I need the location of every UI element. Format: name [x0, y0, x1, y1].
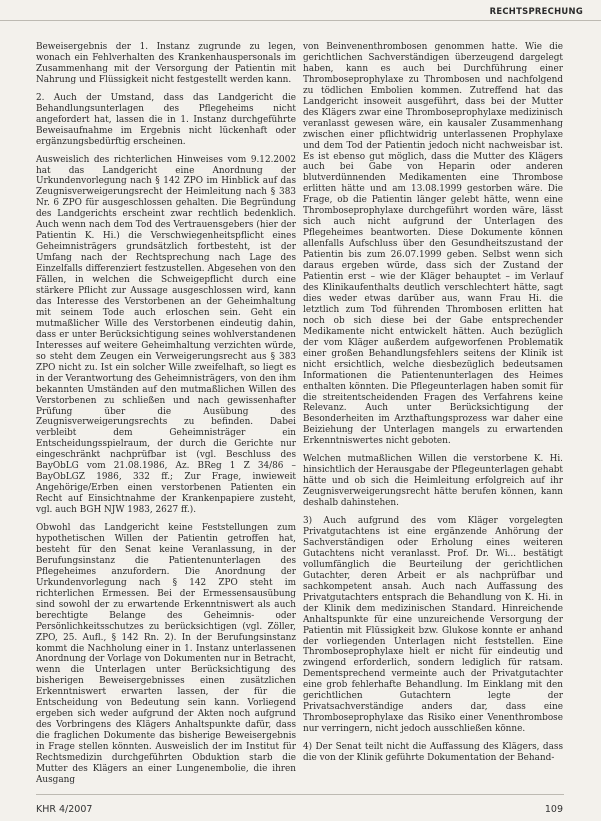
journal-reference: KHR 4/2007: [36, 804, 93, 815]
paragraph: 3) Auch aufgrund des vom Kläger vorgelegten Privatgutachtens ist eine ergänzende Anhörung der Sachverständigen oder Erholung eines weiteren Gutachtens nicht veranlasst. Prof. Dr. Wi... bestätigt vollumfänglich die Beurteilung der gerichtlichen Gutachter, deren Arbeit er als nachprüfbar und sachkompetent ansah. Auch nach Auffassung des Privatgutachters entsprach die Behandlung von K. Hi. in der Klinik dem medizinischen Standard. Hinreichende Anhaltspunkte für eine unzureichende Versorgung der Patientin mit Flüssigkeit bzw. Glukose konnte er anhand der vorliegenden Unterlagen nicht feststellen. Eine Thromboseprophylaxe hielt er nicht für eindeutig und zwingend erforderlich, sondern lediglich für ratsam. Dementsprechend vermeinte auch der Privatgutachter eine grob fehlerhafte Behandlung. Im Einklang mit den gerichtlichen Gutachtern legte der Privatsachverständige anders dar, dass eine Thromboseprophylaxe das Risiko einer Venenthrombose nur verringern, nicht jedoch ausschließen könne.: [303, 516, 563, 735]
paragraph: 4) Der Senat teilt nicht die Auffassung des Klägers, dass die von der Klinik geführte Dokumentation der Behand-: [303, 742, 563, 764]
page-number: 109: [544, 804, 563, 815]
section-title: RECHTSPRECHUNG: [489, 6, 583, 16]
header-divider: [0, 20, 601, 21]
footer-divider: [36, 794, 564, 795]
paragraph: Ausweislich des richterlichen Hinweises vom 9.12.2002 hat das Landgericht eine Anordnung der Urkundenvorlegung nach § 142 ZPO im Hinblick auf das Zeugnisverweigerungsrecht der Heimleitung nach § 383 Nr. 6 ZPO für ausgeschlossen gehalten. Die Begründung des Landgerichts erscheint zwar rechtlich bedenklich. Auch wenn nach dem Tod des Vertrauensgebers (hier der Patientin K. Hi.) die Verschwiegenheitspflicht eines Geheimnisträgers grundsätzlich fortbesteht, ist der Umfang nach der Rechtsprechung nach Lage des Einzelfalls differenziert festzustellen. Abgesehen von den Fällen, in welchen die Schweigepflicht durch eine stärkere Pflicht zur Aussage ausgeschlossen wird, kann das Interesse des Verstorbenen an der Geheimhaltung mit seinem Tode auch erloschen sein. Geht ein mutmaßlicher Wille des Verstorbenen eindeutig dahin, dass er unter Berücksichtigung seines wohlverstandenen Interesses auf weitere Geheimhaltung verzichten würde, so steht dem Zeugen ein Verweigerungsrecht aus § 383 ZPO nicht zu. Ist ein solcher Wille zweifelhaft, so liegt es in der Verantwortung des Geheimnisträgers, von den ihm bekannten Umständen auf den mutmaßlichen Willen des Verstorbenen zu schließen und nach gewissenhafter Prüfung über die Ausübung des Zeugnisverweigerungsrechts zu befinden. Dabei verbleibt dem Geheimnisträger ein Entscheidungsspielraum, der durch die Gerichte nur eingeschränkt nachprüfbar ist (vgl. Beschluss des BayObLG vom 21.08.1986, Az. BReg 1 Z 34/86 – BayObLGZ 1986, 332 ff.; Zur Frage, inwieweit Angehörige/Erben einen verstorbenen Patienten ein Recht auf Einsichtnahme der Krankenpapiere zusteht, vgl. auch BGH NJW 1983, 2627 ff.).: [36, 154, 296, 516]
paragraph: 2. Auch der Umstand, dass das Landgericht die Behandlungsunterlagen des Pflegeheims nicht angefordert hat, lassen die in 1. Instanz durchgeführte Beweisaufnahme im Ergebnis nicht lückenhaft oder ergänzungsbedürftig erscheinen.: [36, 92, 296, 147]
paragraph: Obwohl das Landgericht keine Feststellungen zum hypothetischen Willen der Patientin getroffen hat, besteht für den Senat keine Veranlassung, in der Berufungsinstanz die Patientenunterlagen des Pflegeheimes anzufordern. Die Anordnung der Urkundenvorlegung nach § 142 ZPO steht im richterlichen Ermessen. Bei der Ermessensausübung sind sowohl der zu erwartende Erkenntniswert als auch berechtigte Belange des Geheimnis- oder Persönlichkeitsschutzes zu berücksichtigen (vgl. Zöller, ZPO, 25. Aufl., § 142 Rn. 2). In der Berufungsinstanz kommt die Nachholung einer in 1. Instanz unterlassenen Anordnung der Vorlage von Dokumenten nur in Betracht, wenn die Unterlagen unter Berücksichtigung des bisherigen Beweisergebnisses einen zusätzlichen Erkenntniswert erwarten lassen, der für die Entscheidung von Bedeutung sein kann. Vorliegend ergeben sich weder aufgrund der Akten noch aufgrund des Vorbringens des Klägers Anhaltspunkte dafür, dass die fraglichen Dokumente das bisherige Beweisergebnis in Frage stellen könnten. Ausweislich der im Institut für Rechtsmedizin durchgeführten Obduktion starb die Mutter des Klägers an einer Lungenembolie, die ihren Ausgang: [36, 523, 296, 785]
left-column: [36, 42, 296, 793]
right-column: [303, 42, 563, 771]
paragraph: Welchen mutmaßlichen Willen die verstorbene K. Hi. hinsichtlich der Herausgabe der Pflegeunterlagen gehabt hätte und ob sich die Heimleitung erfolgreich auf ihr Zeugnisverweigerungsrecht hätte berufen können, kann deshalb dahinstehen.: [303, 454, 563, 509]
paragraph: von Beinvenenthrombosen genommen hatte. Wie die gerichtlichen Sachverständigen überzeugend dargelegt haben, kann es auch bei Durchführung einer Thromboseprophylaxe zu Thrombosen und nachfolgend zu tödlichen Embolien kommen. Zutreffend hat das Landgericht insoweit ausgeführt, dass bei der Mutter des Klägers zwar eine Thromboseprophylaxe medizinisch veranlasst gewesen wäre, ein kausaler Zusammenhang zwischen einer pflichtwidrig unterlassenen Prophylaxe und dem Tod der Patientin jedoch nicht nachweisbar ist. Es ist ebenso gut möglich, dass die Mutter des Klägers auch bei Gabe von Heparin oder anderen blutverdünnenden Medikamenten eine Thrombose erlitten hätte und am 13.08.1999 gestorben wäre. Die Frage, ob die Patientin länger gelebt hätte, wenn eine Thromboseprophylaxe durchgeführt worden wäre, lässt sich auch nicht aufgrund der Unterlagen des Pflegeheimes beantworten. Diese Dokumente können allenfalls Aufschluss über den Gesundheitszustand der Patientin bis zum 26.07.1999 geben. Selbst wenn sich daraus ergeben würde, dass sich der Zustand der Patientin erst – wie der Kläger behauptet – im Verlauf des Klinikaufenthalts deutlich verschlechtert hätte, sagt dies weder etwas darüber aus, wann Frau Hi. die letztlich zum Tod führenden Thrombosen erlitten hat noch ob sich diese bei der Gabe entsprechender Medikamente nicht entwickelt hätten. Auch bezüglich der vom Kläger außerdem aufgeworfenen Problematik einer großen Behandlungsfehlers seitens der Klinik ist nicht ersichtlich, welche diesbezüglich bedeutsamen Informationen die Patientenunterlagen des Heimes enthalten könnten. Die Pflegeunterlagen haben somit für die streitentscheidenden Fragen des Verfahrens keine Relevanz. Auch unter Berücksichtigung der Besonderheiten im Arzthaftungsprozess war daher eine Beiziehung der Unterlagen mangels zu erwartenden Erkenntniswertes nicht geboten.: [303, 42, 563, 447]
paragraph: Beweisergebnis der 1. Instanz zugrunde zu legen, wonach ein Fehlverhalten des Krankenhauspersonals im Zusammenhang mit der Versorgung der Patientin mit Nahrung und Flüssigkeit nicht festgestellt werden kann.: [36, 42, 296, 85]
